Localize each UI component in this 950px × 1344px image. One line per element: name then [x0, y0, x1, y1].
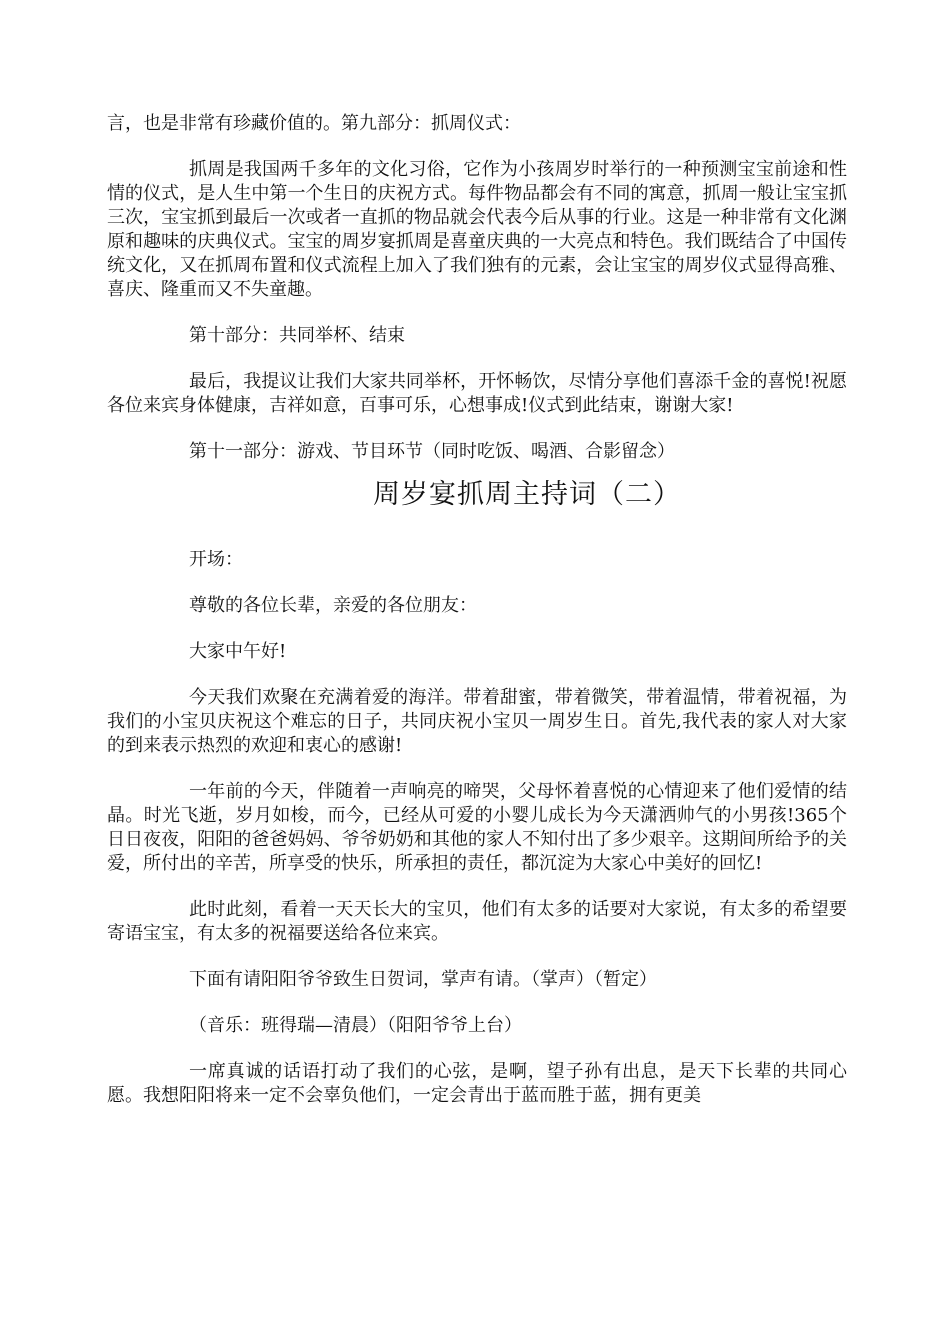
paragraph: 大家中午好!: [189, 641, 287, 662]
paragraph: 下面有请阳阳爷爷致生日贺词，掌声有请。（掌声）（暂定）: [189, 969, 657, 990]
paragraph: 今天我们欢聚在充满着爱的海洋。带着甜蜜，带着微笑，带着温情，带着祝福，为我们的小宝贝庆祝这个难忘的日子，共同庆祝小宝贝一周岁生日。首先,我代表的家人对大家的到来表示热烈的欢迎和衷心的感谢!: [107, 687, 847, 756]
paragraph: （音乐：班得瑞—清晨）（阳阳爷爷上台）: [189, 1015, 522, 1036]
section-heading-part-eleven: 第十一部分：游戏、节目环节（同时吃饭、喝酒、合影留念）: [189, 441, 675, 462]
paragraph: 开场：: [189, 549, 243, 570]
paragraph: 尊敬的各位长辈，亲爱的各位朋友：: [189, 595, 477, 616]
section-heading-part-ten: 第十部分：共同举杯、结束: [189, 325, 405, 346]
paragraph: 言，也是非常有珍藏价值的。第九部分：抓周仪式：: [107, 113, 521, 134]
paragraph: 一席真诚的话语打动了我们的心弦，是啊，望子孙有出息，是天下长辈的共同心愿。我想阳阳将来一定不会辜负他们，一定会青出于蓝而胜于蓝，拥有更美: [107, 1061, 847, 1106]
paragraph: 最后，我提议让我们大家共同举杯，开怀畅饮，尽情分享他们喜添千金的喜悦!祝愿各位来宾身体健康，吉祥如意，百事可乐，心想事成!仪式到此结束，谢谢大家!: [107, 371, 847, 416]
section-title: 周岁宴抓周主持词（二）: [373, 479, 681, 510]
document-body: [107, 112, 847, 1130]
paragraph: 此时此刻，看着一天天长大的宝贝，他们有太多的话要对大家说，有太多的希望要寄语宝宝，有太多的祝福要送给各位来宾。: [107, 899, 847, 944]
paragraph: 一年前的今天，伴随着一声响亮的啼哭，父母怀着喜悦的心情迎来了他们爱情的结晶。时光飞逝，岁月如梭，而今，已经从可爱的小婴儿成长为今天潇洒帅气的小男孩!365个日日夜夜，阳阳的爸爸妈妈、爷爷奶奶和其他的家人不知付出了多少艰辛。这期间所给予的关爱，所付出的辛苦，所享受的快乐，所承担的责任，都沉淀为大家心中美好的回忆!: [107, 781, 847, 874]
paragraph: 抓周是我国两千多年的文化习俗，它作为小孩周岁时举行的一种预测宝宝前途和性情的仪式，是人生中第一个生日的庆祝方式。每件物品都会有不同的寓意，抓周一般让宝宝抓三次，宝宝抓到最后一次或者一直抓的物品就会代表今后从事的行业。这是一种非常有文化渊原和趣味的庆典仪式。宝宝的周岁宴抓周是喜童庆典的一大亮点和特色。我们既结合了中国传统文化，又在抓周布置和仪式流程上加入了我们独有的元素，会让宝宝的周岁仪式显得高雅、喜庆、隆重而又不失童趣。: [107, 159, 847, 300]
